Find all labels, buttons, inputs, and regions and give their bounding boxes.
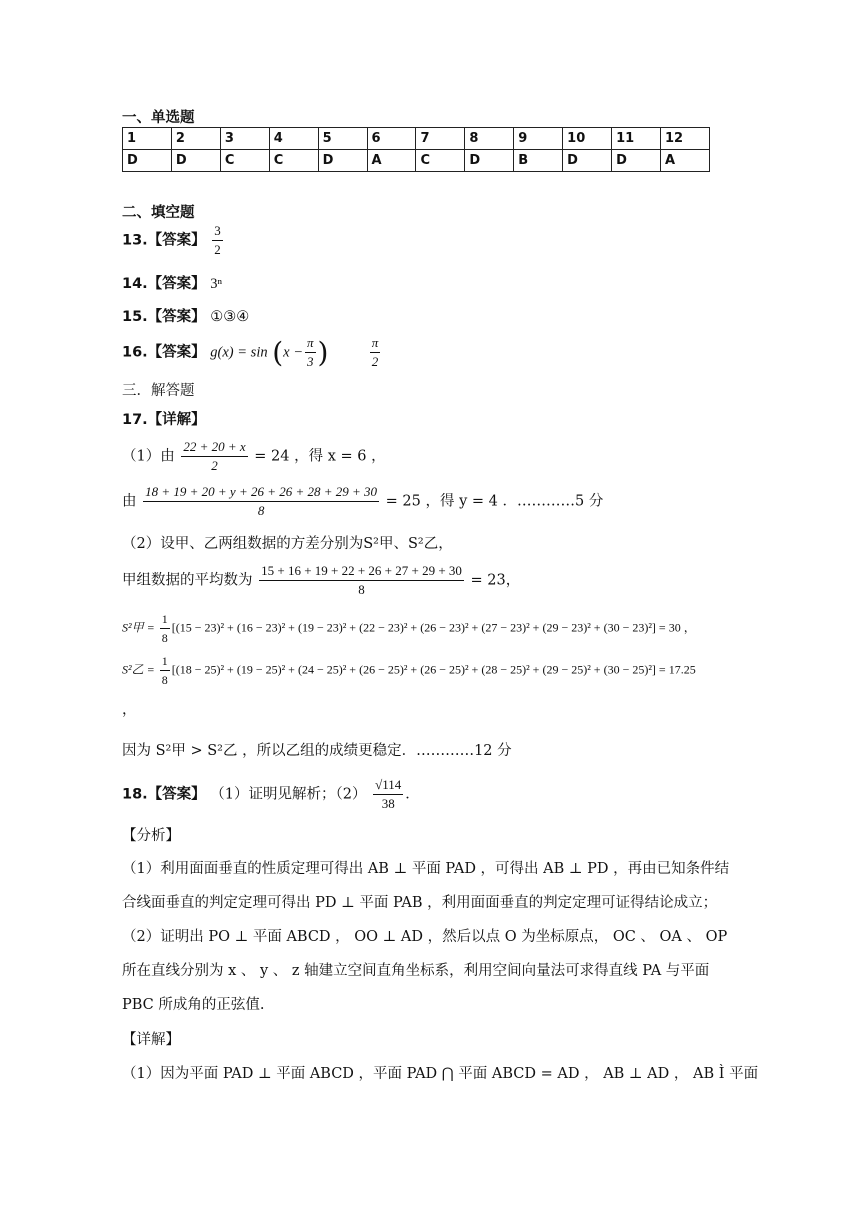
denominator: 38	[381, 796, 395, 811]
answer-label: 14.【答案】	[122, 276, 206, 292]
table-cell: 12	[661, 128, 710, 150]
denominator: 2	[214, 242, 221, 257]
answer-label: 16.【答案】	[122, 344, 206, 361]
table-cell: 3	[220, 128, 269, 150]
text: （1）证明见解析；（2）	[210, 786, 367, 803]
table-cell: 5	[318, 128, 367, 150]
table-cell: C	[269, 150, 318, 172]
table-cell: D	[563, 150, 612, 172]
numerator: 3	[212, 222, 223, 241]
denominator: 2	[211, 458, 218, 473]
answer-14	[122, 272, 222, 293]
q18-analysis-part2: （2）证明出 PO ⊥ 平面 ABCD ， OO ⊥ AD ，然后以点 O 为坐标原点， OC 、 OA 、 OP 所在直线分别为 x 、 y 、 z 轴建立空间直角坐标系，利用空间向量法可求得直线 PA 与平面 PBC 所成角的正弦值.	[122, 929, 728, 1013]
answer-label: 18.【答案】	[122, 786, 206, 803]
fraction	[160, 610, 170, 647]
inner-variable: x −	[283, 344, 304, 361]
numerator: 1	[160, 652, 170, 671]
q17-part2-line1: （2）设甲、乙两组数据的方差分别为S²甲、S²乙，	[122, 536, 453, 552]
table-cell: 1	[123, 128, 172, 150]
q18-detail-label: 【详解】	[122, 1032, 180, 1048]
paren-open: (	[272, 336, 284, 369]
table-cell: 10	[563, 128, 612, 150]
q17-variance-b	[122, 652, 696, 689]
table-cell: A	[661, 150, 710, 172]
answer-value: ①③④	[210, 309, 250, 325]
table-cell: 7	[416, 128, 465, 150]
q17-mean-line	[122, 562, 520, 599]
text: （1）由	[122, 448, 175, 465]
table-cell: A	[367, 150, 416, 172]
answer-15	[122, 305, 249, 326]
answer-label: 13.【答案】	[122, 232, 206, 249]
table-cell: D	[465, 150, 514, 172]
answer-value: 3ⁿ	[210, 276, 223, 292]
q18-analysis-part1: （1）利用面面垂直的性质定理可得出 AB ⊥ 平面 PAD ，可得出 AB ⊥ PD ，再由已知条件结合线面垂直的判定定理可得出 PD ⊥ 平面 PAB ，利用面面垂直的判定定理可证得结论成立；	[122, 861, 730, 911]
answer-16	[122, 334, 382, 371]
q17-part1-line2	[122, 483, 603, 520]
numerator: π	[305, 334, 316, 353]
fraction	[259, 562, 464, 599]
text: = 23，	[470, 572, 521, 589]
table-cell: 6	[367, 128, 416, 150]
table-cell: D	[123, 150, 172, 172]
fraction	[181, 438, 247, 475]
function-expression: g(x) = sin	[210, 344, 268, 361]
table-cell: D	[171, 150, 220, 172]
text: 由	[122, 493, 137, 510]
denominator: 8	[257, 503, 265, 518]
q17-conclusion: 因为 S²甲 > S²乙 ，所以乙组的成绩更稳定．…………12 分	[122, 743, 512, 759]
numerator: 22 + 20 + x	[181, 438, 247, 457]
table-cell: 8	[465, 128, 514, 150]
table-row-numbers	[123, 128, 710, 150]
numerator: √114	[373, 776, 403, 795]
text: = 25 ，得 y = 4 ．…………5 分	[385, 493, 604, 510]
text: ．	[405, 786, 420, 803]
text: = 24 ，得 x = 6 ，	[254, 448, 386, 465]
fraction	[143, 483, 379, 520]
text: 甲组数据的平均数为	[122, 572, 253, 589]
answer-table	[122, 127, 710, 172]
q17-variance-a	[122, 610, 696, 647]
q18-detail-text: （1）因为平面 PAD ⊥ 平面 ABCD ，平面 PAD ⋂ 平面 ABCD = AD ， AB ⊥ AD ， AB Ì 平面	[122, 1066, 759, 1082]
table-cell: 9	[514, 128, 563, 150]
text: [(15 − 23)² + (16 − 23)² + (19 − 23)² + (22 − 23)² + (26 − 23)² + (27 − 23)² + (29 − 23)² + (30 − 23)²] = 30 ，	[171, 620, 696, 635]
denominator: 2	[371, 354, 379, 369]
fraction	[212, 222, 223, 259]
paren-close: )	[317, 336, 329, 369]
table-cell: 2	[171, 128, 220, 150]
denominator: 8	[358, 582, 365, 597]
text: S²乙 =	[122, 662, 158, 677]
q17-label: 17.【详解】	[122, 412, 206, 428]
fraction	[305, 334, 316, 371]
text: [(18 − 25)² + (19 − 25)² + (24 − 25)² + (26 − 25)² + (26 − 25)² + (28 − 25)² + (29 − 25)² + (30 − 25)²] = 17.25	[171, 662, 696, 677]
table-cell: 4	[269, 128, 318, 150]
section-heading-solutions: 三．解答题	[122, 383, 195, 399]
section-heading-single-choice: 一、单选题	[122, 110, 195, 126]
section-heading-fill-in: 二、填空题	[122, 205, 195, 221]
numerator: 15 + 16 + 19 + 22 + 26 + 27 + 29 + 30	[259, 562, 464, 581]
answer-13	[122, 222, 225, 259]
table-cell: 11	[612, 128, 661, 150]
q17-comma: ，	[122, 702, 137, 718]
table-cell: B	[514, 150, 563, 172]
q17-part1-line1	[122, 438, 386, 475]
denominator: 8	[161, 631, 168, 645]
numerator: 18 + 19 + 20 + y + 26 + 26 + 28 + 29 + 30	[143, 483, 379, 502]
denominator: 3	[307, 354, 314, 369]
fraction	[160, 652, 170, 689]
table-row-answers	[123, 150, 710, 172]
q18-answer	[122, 776, 420, 813]
q18-analysis-label: 【分析】	[122, 828, 180, 844]
table-cell: C	[220, 150, 269, 172]
denominator: 8	[161, 673, 168, 687]
numerator: 1	[160, 610, 170, 629]
table-cell: D	[318, 150, 367, 172]
answer-label: 15.【答案】	[122, 309, 206, 325]
fraction	[370, 334, 381, 371]
table-cell: D	[612, 150, 661, 172]
numerator: π	[370, 334, 381, 353]
text: S²甲 =	[122, 620, 158, 635]
fraction	[373, 776, 403, 813]
table-cell: C	[416, 150, 465, 172]
